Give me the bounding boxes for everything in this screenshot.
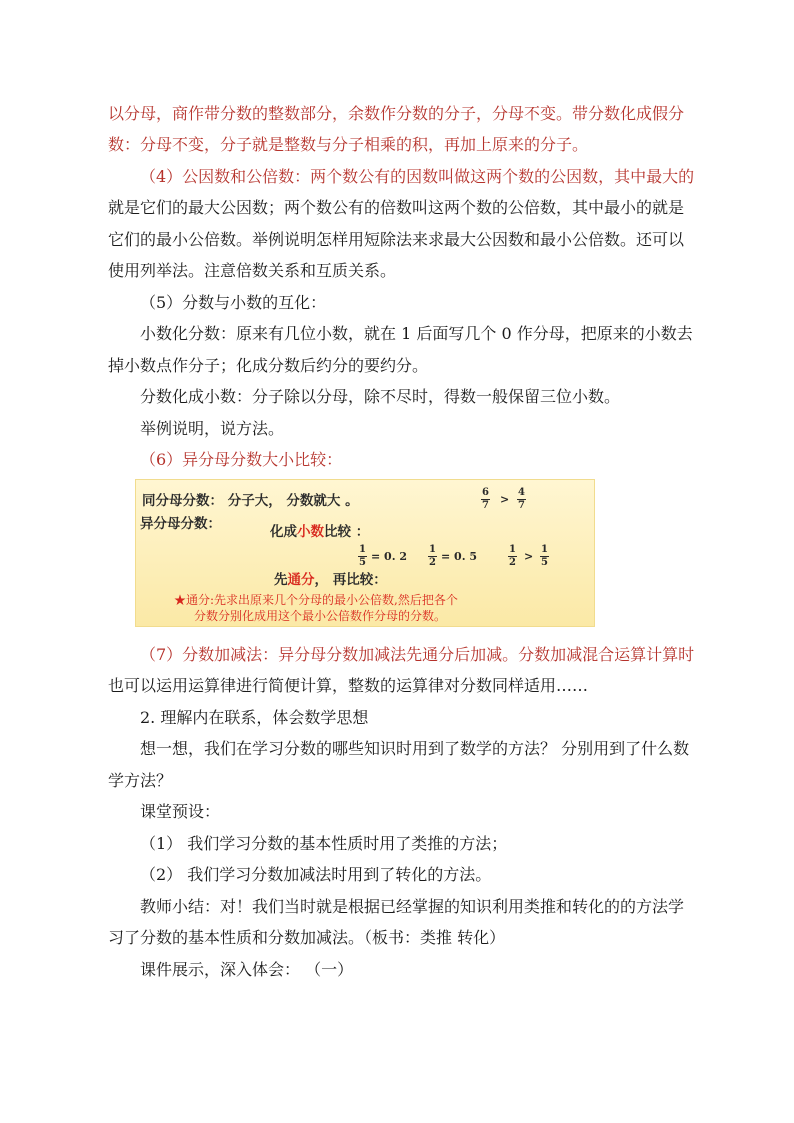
section-7-heading: （7）分数加减法：异分母分数加减法先通分后加减。分数加减混合运算计算时 <box>140 645 695 664</box>
diff-denominator-label: 异分母分数： <box>140 516 221 532</box>
paragraph-line: 以分母，商作带分数的整数部分，余数作分数的分子，分母不变。带分数化成假分 <box>108 104 685 123</box>
paragraph-line: 学方法？ <box>108 771 173 790</box>
paragraph-line: 教师小结：对！我们当时就是根据已经掌握的知识利用类推和转化的的方法学 <box>140 897 685 916</box>
paragraph-line: 数：分母不变，分子就是整数与分子相乘的积，再加上原来的分子。 <box>108 135 589 154</box>
paragraph-line: 使用列举法。注意倍数关系和互质关系。 <box>108 261 397 280</box>
paragraph-line: 掉小数点作分子；化成分数后约分的要约分。 <box>108 356 429 375</box>
greater-than-sign-2: > <box>524 550 534 563</box>
equals-0-5: = 0. 5 <box>441 550 478 563</box>
list-item: （1） 我们学习分数的基本性质时用了类推的方法； <box>140 834 508 853</box>
fraction-1-2: 1 2 <box>429 544 436 568</box>
paragraph-line: 就是它们的最大公因数；两个数公有的倍数叫这两个数的公倍数，其中最小的就是 <box>108 198 685 217</box>
note-line-2: 分数分别化成用这个最小公倍数作分母的分数。 <box>194 609 447 623</box>
equals-0-2: = 0. 2 <box>371 550 408 563</box>
common-denominator-step: 先通分， 再比较： <box>274 572 387 588</box>
fraction-1-5: 1 5 <box>359 544 366 568</box>
fraction-6-7: 6 7 <box>482 487 489 511</box>
paragraph-line: 课堂预设： <box>140 802 221 821</box>
paragraph-line: 想一想，我们在学习分数的哪些知识时用到了数学的方法？ 分别用到了什么数 <box>140 739 690 758</box>
fraction-1-5-b: 1 5 <box>541 544 548 568</box>
section-5-heading: （5）分数与小数的互化： <box>140 293 327 312</box>
fraction-4-7: 4 7 <box>518 487 525 511</box>
paragraph-line: 举例说明，说方法。 <box>140 419 285 438</box>
note-line-1: ★通分:先求出原来几个分母的最小公倍数,然后把各个 <box>174 593 458 607</box>
paragraph-line: 习了分数的基本性质和分数加减法。（板书：类推 转化） <box>108 928 506 947</box>
section-4-heading: （4）公因数和公倍数：两个数公有的因数叫做这两个数的公因数，其中最大的 <box>140 167 695 186</box>
greater-than-sign: > <box>500 493 510 506</box>
fraction-comparison-figure <box>135 479 595 627</box>
convert-to-decimal: 化成小数比较 ： <box>270 524 370 540</box>
same-denominator-rule: 同分母分数： 分子大， 分数就大 。 <box>142 493 359 509</box>
section-6-heading: （6）异分母分数大小比较： <box>140 450 343 469</box>
paragraph-line: 分数化成小数：分子除以分母，除不尽时，得数一般保留三位小数。 <box>140 387 621 406</box>
paragraph-line: 课件展示，深入体会： （一） <box>140 960 354 979</box>
list-item: （2） 我们学习分数加减法时用到了转化的方法。 <box>140 865 492 884</box>
section-2-heading: 2. 理解内在联系，体会数学思想 <box>140 708 369 727</box>
paragraph-line: 也可以运用运算律进行简便计算，整数的运算律对分数同样适用…… <box>108 676 589 695</box>
paragraph-line: 小数化分数：原来有几位小数，就在 1 后面写几个 0 作分母，把原来的小数去 <box>140 324 693 343</box>
paragraph-line: 它们的最小公倍数。举例说明怎样用短除法来求最大公因数和最小公倍数。还可以 <box>108 230 685 249</box>
fraction-1-2-b: 1 2 <box>509 544 516 568</box>
